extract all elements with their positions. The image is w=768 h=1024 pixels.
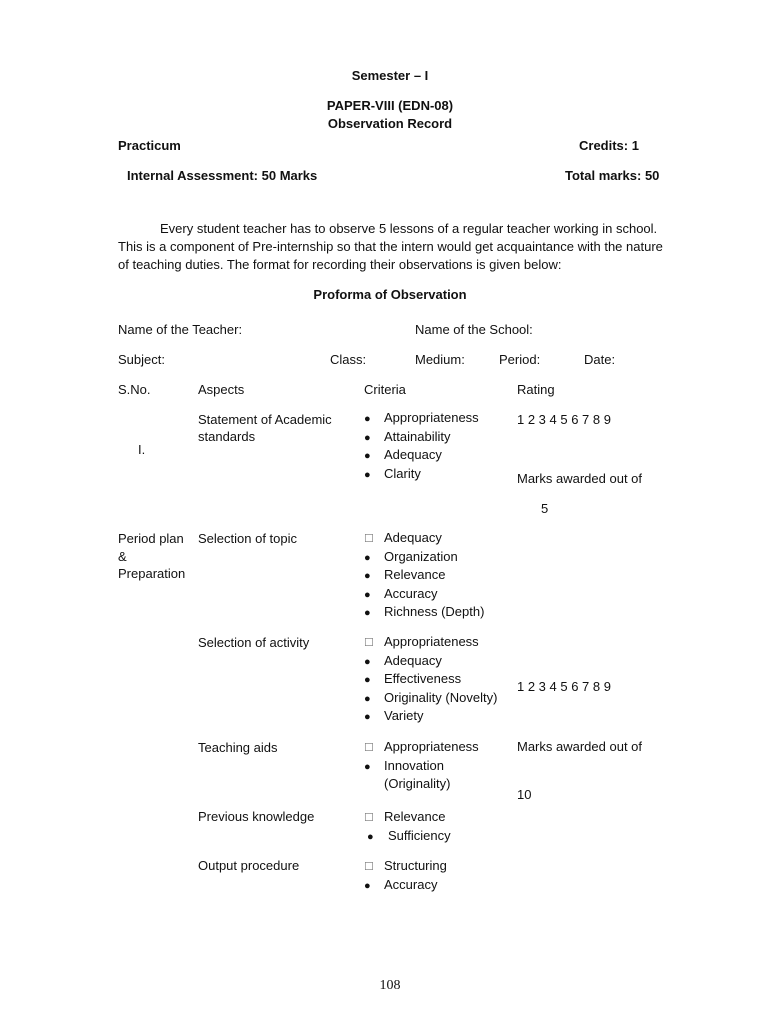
checkbox-icon: ☐	[364, 533, 374, 545]
criteria-list-activity	[364, 633, 497, 726]
list-item: ● Accuracy	[364, 876, 447, 895]
internal-assessment-label: Internal Assessment: 50 Marks	[127, 168, 318, 183]
criteria-header: Criteria	[364, 382, 406, 397]
list-item: ☐ Adequacy	[364, 529, 484, 548]
criteria-list-output	[364, 857, 447, 894]
list-item: ● Adequacy	[364, 446, 479, 465]
list-item: ● Richness (Depth)	[364, 603, 484, 622]
bullet-icon: ●	[367, 830, 374, 843]
credits-label: Credits: 1	[579, 138, 639, 153]
checkbox-icon: ☐	[364, 637, 374, 649]
list-item: ☐ Structuring	[364, 857, 447, 876]
marks-value-2: 10	[517, 787, 532, 802]
checkbox-icon: ☐	[364, 861, 374, 873]
bullet-icon: ●	[364, 692, 371, 705]
list-item: ☐ Relevance	[364, 808, 451, 827]
list-item: ☐ Appropriateness	[364, 738, 479, 757]
bullet-icon: ●	[364, 711, 371, 724]
section-1-number: I.	[138, 442, 146, 457]
aspect-selection-of-topic: Selection of topic	[198, 531, 298, 546]
school-name-field: Name of the School:	[415, 322, 533, 337]
proforma-title: Proforma of Observation	[313, 287, 467, 302]
criteria-list-academic	[364, 409, 479, 483]
intro-line-1: Every student teacher has to observe 5 lessons of a regular teacher working in school.	[160, 221, 658, 236]
rating-header: Rating	[517, 382, 555, 397]
list-item: ● Sufficiency	[364, 827, 451, 846]
semester-heading: Semester – I	[351, 68, 429, 83]
page-number: 108	[379, 978, 401, 993]
list-item: ● Relevance	[364, 566, 484, 585]
list-item: ● Originality (Novelty)	[364, 689, 497, 708]
aspect-selection-of-activity: Selection of activity	[198, 635, 310, 650]
marks-label-2: Marks awarded out of	[517, 739, 643, 754]
list-item: ● Adequacy	[364, 652, 497, 671]
aspect-previous-knowledge: Previous knowledge	[198, 809, 315, 824]
date-field: Date:	[584, 352, 616, 367]
rating-scale-1: 1 2 3 4 5 6 7 8 9	[517, 412, 611, 427]
aspect-output-procedure: Output procedure	[198, 858, 300, 873]
list-item: ● Variety	[364, 707, 497, 726]
teacher-name-field: Name of the Teacher:	[118, 322, 243, 337]
intro-line-3: of teaching duties. The format for recording their observations is given below:	[118, 257, 562, 272]
criteria-list-knowledge	[364, 808, 451, 845]
bullet-icon: ●	[364, 760, 371, 773]
record-title: Observation Record	[327, 116, 453, 131]
subject-field: Subject:	[118, 352, 165, 367]
list-item: (Originality)	[384, 776, 451, 792]
bullet-icon: ●	[364, 607, 371, 620]
aspects-header: Aspects	[198, 382, 245, 397]
criteria-list-topic	[364, 529, 484, 622]
intro-line-2: This is a component of Pre-internship so that the intern would get acquaintance with the nature	[118, 239, 663, 254]
list-item: ☐ Appropriateness	[364, 633, 497, 652]
practicum-label: Practicum	[118, 138, 181, 153]
list-item: ● Accuracy	[364, 585, 484, 604]
sno-header: S.No.	[118, 382, 151, 397]
section-2-label-line3: Preparation	[118, 566, 186, 581]
aspect-academic-standards-line1: Statement of Academic	[198, 412, 332, 427]
bullet-icon: ●	[364, 413, 371, 425]
class-field: Class:	[330, 352, 367, 367]
list-item: ● Effectiveness	[364, 670, 497, 689]
criteria-list-aids	[364, 738, 479, 794]
list-item: ● Appropriateness	[364, 409, 479, 428]
total-marks-label: Total marks: 50	[565, 168, 660, 183]
list-item: ● Clarity	[364, 465, 479, 484]
bullet-icon: ●	[364, 468, 371, 481]
list-item: ● Organization	[364, 548, 484, 567]
bullet-icon: ●	[364, 570, 371, 583]
bullet-icon: ●	[364, 588, 371, 601]
marks-value-1: 5	[541, 501, 549, 516]
bullet-icon: ●	[364, 551, 371, 564]
bullet-icon: ●	[364, 655, 371, 668]
bullet-icon: ●	[364, 879, 371, 892]
aspect-teaching-aids: Teaching aids	[198, 740, 278, 755]
list-item: ● Attainability	[364, 428, 479, 447]
bullet-icon: ●	[364, 674, 371, 687]
bullet-icon: ●	[364, 431, 371, 444]
list-item: ● Innovation	[364, 757, 479, 776]
rating-scale-2: 1 2 3 4 5 6 7 8 9	[517, 679, 611, 694]
checkbox-icon: ☐	[364, 812, 374, 824]
medium-field: Medium:	[415, 352, 465, 367]
period-field: Period:	[499, 352, 541, 367]
checkbox-icon: ☐	[364, 742, 374, 754]
section-2-label-line1: Period plan	[118, 531, 184, 546]
aspect-academic-standards-line2: standards	[198, 429, 256, 444]
section-2-label-line2: &	[118, 549, 127, 564]
paper-title: PAPER-VIII (EDN-08)	[326, 98, 454, 113]
marks-label-1: Marks awarded out of	[517, 471, 643, 486]
bullet-icon: ●	[364, 450, 371, 463]
